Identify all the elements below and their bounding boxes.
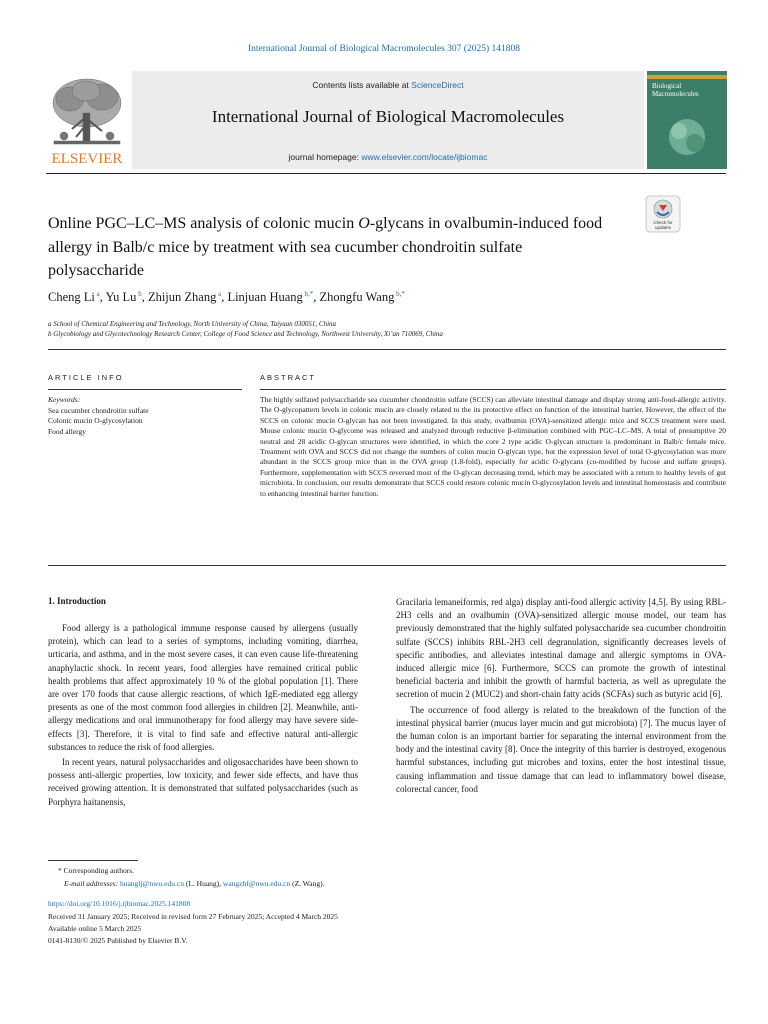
email2-name: (Z. Wang). (290, 879, 325, 888)
keyword-item: Sea cucumber chondroitin sulfate (48, 405, 149, 415)
email-link-huang[interactable]: huanglj@nwu.edu.cn (119, 879, 184, 888)
author-name[interactable]: Cheng Li (48, 290, 95, 305)
keyword-item: Colonic mucin O-glycosylation (48, 416, 143, 425)
keywords-block (48, 395, 242, 437)
email-link-wang[interactable]: wangzhf@nwu.edu.cn (222, 879, 291, 888)
author-name[interactable]: Linjuan Huang (227, 290, 303, 305)
corresponding-authors-note: * Corresponding authors. (58, 866, 135, 875)
cover-art (657, 107, 717, 167)
cover-band (647, 75, 727, 79)
affiliation-a: a School of Chemical Engineering and Technology, North University of China, Taiyuan 030051, China (48, 320, 337, 328)
online-date: Available online 5 March 2025 (48, 924, 142, 933)
homepage-line (132, 152, 644, 162)
homepage-link[interactable]: www.elsevier.com/locate/ijbiomac (361, 152, 488, 162)
intro-paragraph-2: In recent years, natural polysaccharides and oligosaccharides have been shown to possess anti-allergic properties, low toxicity, and fewer side effects, and have thus received growing attention. It is demonstrated that sulfated polysaccharides (such as Porphyra haitanensis, (48, 757, 358, 807)
journal-reference[interactable]: International Journal of Biological Macromolecules 307 (2025) 141808 (247, 44, 520, 54)
abstract-bottom-rule (48, 565, 726, 566)
abstract-rule (260, 389, 726, 390)
email-label: E-mail addresses: (64, 879, 120, 888)
email1-name: (L. Huang), (183, 879, 223, 888)
article-info-rule (48, 389, 242, 390)
check-updates-label: Check for updates (653, 220, 673, 230)
keyword-item: Food allergy (48, 426, 86, 436)
title-part1: Online PGC–LC–MS analysis of colonic mucin (48, 215, 359, 232)
journal-cover-image[interactable] (647, 71, 727, 169)
journal-info-box (132, 71, 644, 169)
author-separator: , (313, 290, 320, 305)
author-affiliation-mark[interactable]: b,* (394, 290, 405, 298)
footnote-rule (48, 860, 138, 861)
issn-copyright: 0141-8130/© 2025 Published by Elsevier B.V. (48, 936, 188, 945)
cover-title-line1: Biological (652, 82, 682, 90)
left-column (48, 622, 358, 811)
title-part2: -glycans in ovalbumin-induced food allergy in Balb/c mice by treatment with sea cucumber chondroitin sulfate polysaccharide (48, 215, 603, 279)
contents-prefix: Contents lists available at (312, 80, 412, 90)
sciencedirect-link[interactable]: ScienceDirect (411, 80, 464, 90)
cover-title-line2: Macromolecules (652, 90, 699, 98)
check-for-updates-badge[interactable] (645, 195, 681, 233)
homepage-prefix: journal homepage: (288, 152, 362, 162)
author-separator: , (99, 290, 106, 305)
header-rule (46, 173, 726, 174)
author-affiliation-mark[interactable]: a (216, 290, 222, 298)
author-name[interactable]: Zhongfu Wang (319, 290, 395, 305)
keywords-title: Keywords: (48, 395, 81, 404)
intro-paragraph-1: Food allergy is a pathological immune response caused by allergens (usually protein), which can lead to a series of symptoms, including vomiting, diarrhea, urticaria, and asthma, and in the most severe cases, it can even cause life-threatening anaphylactic shock. In recent years, food allergies have remained critical public health problems that affect approximately 10 % of the global population [1]. There are over 170 foods that cause allergic reactions, of which IgE-mediated egg allergy presents as one of the most common food allergies in children [2]. Meanwhile, anti-allergy medications and oral immunotherapy for food allergy may have severe side-effects [3]. Therefore, it is vital to find safe and effective natural anti-allergic substances to reduce the risk of food allergies. (48, 623, 358, 752)
right-column (396, 596, 726, 798)
article-info-heading: ARTICLE INFO (48, 373, 124, 382)
author-affiliation-mark[interactable]: b,* (302, 290, 314, 298)
title-italic: O (358, 215, 370, 232)
journal-banner (46, 71, 726, 171)
introduction-heading: 1. Introduction (48, 596, 106, 606)
author-list (48, 290, 405, 305)
article-dates: Received 31 January 2025; Received in revised form 27 February 2025; Accepted 4 March 2025 (48, 912, 338, 921)
intro-paragraph-3: Gracilaria lemaneiformis, red alga) display anti-food allergic activity [4,5]. By using RBL-2H3 cells and an ovalbumin (OVA)-sensitized allergic mouse model, our team has previously demonstrated that the highly sulfated polysaccharide sea cucumber chondroitin sulfate (SCCS) inhibits RBL-2H3 cell degranulation, significantly decreases levels of specific antibodies, and alleviates intestinal damage and allergic symptoms in OVA-induced allergic mice [6]. Furthermore, SCCS can promote the growth of intestinal beneficial bacteria and inhibit the growth of harmful bacteria, as well as upregulate the secretion of mucin 2 (MUC2) and short-chain fatty acids (SCFAs) such as butyric acid [6]. (396, 597, 726, 700)
cover-title (652, 82, 724, 98)
abstract-heading: ABSTRACT (260, 373, 317, 382)
affiliation-b: b Glycobiology and Glycotechnology Research Center, College of Food Science and Technology, Northwest University, Xi’an 710069, China (48, 330, 443, 338)
contents-line (132, 80, 644, 90)
author-separator: , (221, 290, 228, 305)
author-separator: , (141, 290, 148, 305)
author-name[interactable]: Yu Lu (105, 290, 137, 305)
article-title (48, 212, 608, 283)
abstract-text: The highly sulfated polysaccharide sea cucumber chondroitin sulfate (SCCS) can alleviate intestinal damage and display strong anti-food-allergic activity. The O-glycopattern levels in colonic mucin are closely related to the its protective effect on function of the intestinal barrier. However, the effect of the SCCS on colonic mucin O-glycan has not been investigated. In this study, ovalbumin (OVA)-sensitized allergic mice and SCCS treatment were used. Mouse colonic mucin O-glycome was released and analyzed through reductive β-elimination combined with PGC–LC–MS. A total of presumptive 20 neutral and 28 acidic O-glycan structures were identified, in which the core 2 type acidic O-glycan structure is predominant in Balb/c female mice. Treatment with OVA and SCCS did not change the numbers of colon mucin O-glycan type, but the expression level of total O-glycosylation was more abundant in the SCCS group mice than in the OVA group (1.8-fold), especially for acidic O-glycans (co-modified by fucose and sulfate groups). Furthermore, supplementation with SCCS reversed most of the O-glycan decreasing trend, which may be associated with a return to healthy levels of gut microbiota. In conclusion, our results demonstrate that SCCS could restore colonic mucin O-glycosylation levels and intestinal homeostasis and contribute to enhancing intestinal barrier function. (260, 395, 726, 498)
intro-paragraph-4: The occurrence of food allergy is related to the breakdown of the function of the intestinal physical barrier (mucus layer mucin and gut microbiota) [7]. The mucus layer of the human colon is an important barrier for separating the internal environment from the body and the intestinal cavity [8]. Once the integrity of this barrier is destroyed, exogenous harmful substances, including gut microbes and toxins, enter the host intestinal tissue, causing inflammation and tissue damage that can lead to inflammatory bowel disease, colorectal cancer, food (396, 704, 726, 794)
elsevier-logo[interactable] (46, 73, 128, 167)
author-affiliation-mark[interactable]: a (94, 290, 100, 298)
author-name[interactable]: Zhijun Zhang (147, 290, 217, 305)
journal-title: International Journal of Biological Macromolecules (211, 107, 565, 126)
doi-link[interactable]: https://doi.org/10.1016/j.ijbiomac.2025.141808 (48, 899, 191, 908)
affiliation-rule (48, 349, 726, 350)
email-addresses (64, 879, 324, 888)
elsevier-wordmark: ELSEVIER (51, 151, 123, 167)
author-affiliation-mark[interactable]: b (136, 290, 142, 298)
